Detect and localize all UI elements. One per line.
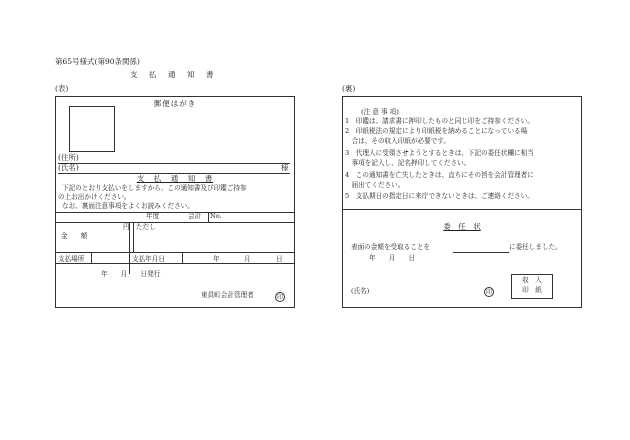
- stamp-line-1: 収 入: [522, 276, 542, 284]
- note-line-1: 1 印鑑は、請求書に押印したものと同じ印をご持参ください。: [345, 117, 534, 125]
- delegate-underline: [453, 252, 509, 253]
- section-divider: [343, 209, 581, 210]
- note-line-6: 4 この通知書を亡失したときは、直ちにその旨を会計管理者に: [345, 171, 534, 179]
- address-label: (住所): [58, 153, 79, 162]
- document-title: 支 払 通 知 書: [130, 70, 216, 79]
- issue-date: 年 月 日発行: [101, 270, 161, 278]
- table-divider: [91, 252, 92, 263]
- fiscal-year: 年度: [146, 212, 160, 220]
- note-line-5: 事項を記入し、記名押印してください。: [345, 159, 471, 167]
- issuer-seal: 印: [276, 294, 283, 301]
- note-line-4: 3 代理人に受領させようとするときは、下記の委任状欄に相当: [345, 149, 534, 157]
- notes-title: (注 意 事 項): [361, 108, 399, 116]
- account: 会計: [188, 212, 202, 220]
- number-label: No.: [210, 212, 222, 220]
- note-line-7: 届出てください。: [345, 181, 405, 189]
- delegator-seal: 印: [485, 289, 492, 296]
- body-line-2: の上お出かけください。: [58, 193, 131, 201]
- table-top-line: [56, 212, 294, 213]
- amount-label: 金 額: [61, 232, 88, 240]
- back-name-label: (氏名): [351, 287, 370, 295]
- note-line-2: 2 印紙税法の規定により印紙税を納めることになっている場: [345, 127, 528, 135]
- payment-place-label: 支払場所: [58, 255, 85, 263]
- body-line-1: 下記のとおり支払いをしますから、この通知書及び印鑑ご持参: [62, 184, 247, 192]
- delegation-date: 年 月 日: [369, 254, 416, 262]
- date-year: 年: [213, 255, 220, 263]
- front-card: [55, 96, 295, 308]
- notice-title: 支 払 通 知 書: [136, 174, 214, 183]
- postcard-title: 郵便はがき: [153, 99, 197, 108]
- table-divider: [208, 212, 209, 222]
- note-line-3: 合は、その収入印紙が必要です。: [345, 137, 450, 145]
- body-line-3: なお、裏面注意事項をよくお読みください。: [62, 202, 194, 210]
- table-divider: [133, 222, 134, 252]
- table-bottom-line: [56, 263, 294, 264]
- front-side-label: (表): [55, 84, 69, 93]
- honorific: 様: [281, 163, 289, 172]
- address-line: [58, 163, 290, 164]
- delegation-text-before: 表面の金額を受取ることを: [351, 243, 431, 251]
- stamp-line-2: 印 紙: [522, 286, 542, 294]
- back-side-label: (裏): [342, 84, 356, 93]
- note-line-8: 5 支払期日の指定日に来庁できないときは、ご連絡ください。: [345, 192, 534, 200]
- stamp-box: [69, 106, 115, 152]
- payment-date-label: 支払年月日: [132, 255, 165, 263]
- form-number: 第65号様式(第90条関係): [55, 57, 140, 66]
- proviso-label: ただし: [136, 223, 156, 231]
- delegation-title: 委 任 状: [443, 222, 481, 231]
- yen-label: 円: [123, 223, 130, 231]
- table-row-line: [56, 222, 294, 223]
- back-card: [342, 96, 582, 308]
- delegation-text-after: に委任しました。: [509, 243, 562, 251]
- revenue-stamp-box: [511, 274, 553, 299]
- table-divider: [182, 252, 183, 263]
- date-day: 日: [276, 255, 283, 263]
- name-label: (氏名): [58, 163, 79, 172]
- date-month: 月: [244, 255, 251, 263]
- issuer: 東員町会計管理者: [201, 291, 254, 299]
